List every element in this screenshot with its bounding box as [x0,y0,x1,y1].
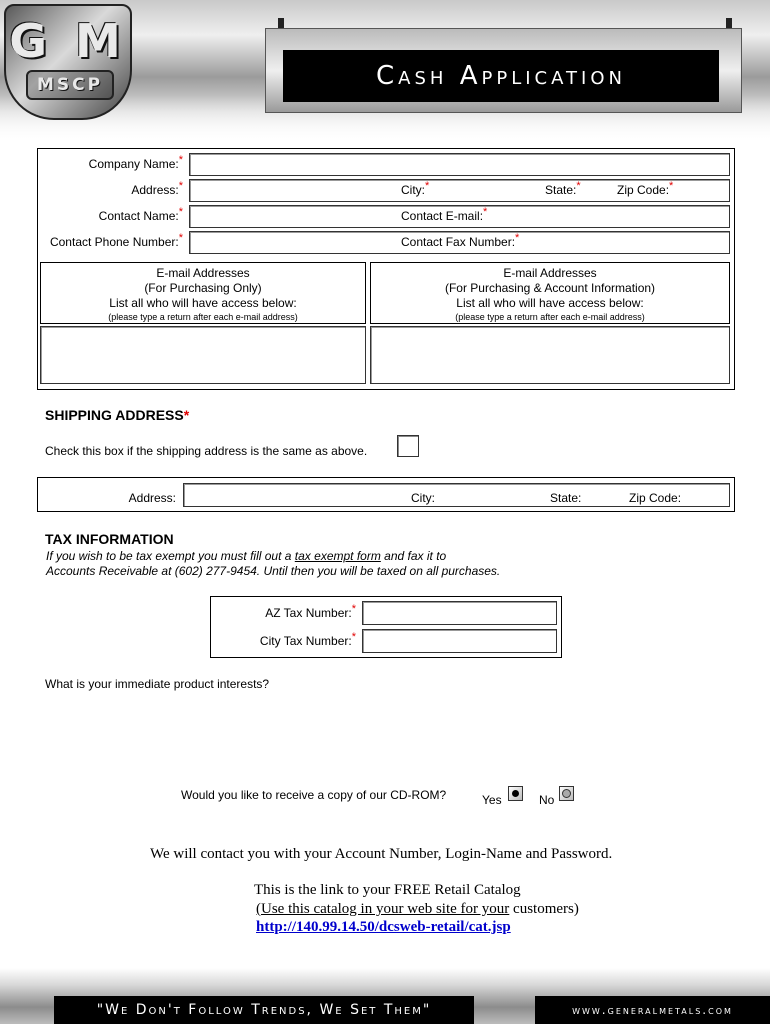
az-tax-number-label: AZ Tax Number:* [265,603,356,620]
cdrom-yes-radio[interactable] [508,786,523,801]
cdrom-no-radio[interactable] [559,786,574,801]
catalog-usage-note: (Use this catalog in your web site for your customers) [256,901,579,917]
email-list-title: E-mail Addresses [156,266,250,280]
email-list-purchasing-textarea[interactable] [40,326,366,384]
company-name-label: Company Name:* [88,154,183,171]
email-list-note: (please type a return after each e-mail address) [455,312,645,322]
company-name-input[interactable] [189,153,730,176]
address-label: Address:* [131,180,183,197]
shipping-address-label: Address: [128,491,176,505]
contact-name-label: Contact Name:* [98,206,183,223]
shipping-state-label: State: [550,491,582,505]
tax-instructions-line2: Accounts Receivable at (602) 277-9454. Until then you will be taxed on all purchases. [46,564,501,578]
email-list-account-header [370,262,730,324]
tax-instructions-line1: If you wish to be tax exempt you must fill out a tax exempt form and fax it to [46,549,447,563]
title-banner [283,50,719,102]
footer-slogan: "We Don't Follow Trends, We Set Them" [96,1002,432,1018]
cdrom-question: Would you like to receive a copy of our CD-ROM? [181,788,447,802]
company-logo [4,4,132,120]
page-title: Cash Application [376,61,626,91]
cdrom-yes-label: Yes [482,793,502,807]
email-list-subtitle: (For Purchasing Only) [144,281,262,295]
contact-fax-label: Contact Fax Number:* [401,232,520,249]
same-address-checkbox[interactable] [397,435,419,457]
zip-code-label: Zip Code:* [617,180,674,197]
shipping-city-label: City: [411,491,435,505]
catalog-url-link[interactable]: http://140.99.14.50/dcsweb-retail/cat.jsp [256,919,511,935]
tax-section-title: TAX INFORMATION [45,531,174,547]
footer-slogan-banner [54,996,474,1024]
email-list-instruction: List all who will have access below: [456,296,644,310]
product-interests-question: What is your immediate product interests? [45,677,270,691]
email-list-account-textarea[interactable] [370,326,730,384]
email-list-note: (please type a return after each e-mail address) [108,312,298,322]
shipping-zip-label: Zip Code: [629,491,682,505]
same-address-label: Check this box if the shipping address is the same as above. [45,444,368,458]
contact-notice: We will contact you with your Account Number, Login-Name and Password. [150,846,613,862]
email-list-subtitle: (For Purchasing & Account Information) [444,281,656,295]
city-tax-number-label: City Tax Number:* [259,631,356,648]
footer-website[interactable]: www.generalmetals.com [572,1003,733,1017]
catalog-link-intro: This is the link to your FREE Retail Catalog [254,882,521,898]
shipping-section-title: SHIPPING ADDRESS* [45,407,190,423]
selected-dot-icon [512,790,519,797]
email-list-instruction: List all who will have access below: [109,296,297,310]
city-label: City:* [401,180,430,197]
tax-exempt-form-link[interactable]: tax exempt form [294,549,381,563]
logo-subtext: MSCP [26,70,114,100]
email-list-title: E-mail Addresses [503,266,597,280]
logo-letters: G M [9,14,127,68]
az-tax-number-input[interactable] [362,601,557,625]
cdrom-no-label: No [539,793,555,807]
email-list-purchasing-header [40,262,366,324]
state-label: State:* [545,180,581,197]
contact-email-label: Contact E-mail:* [401,206,488,223]
product-interests-input[interactable] [45,694,728,774]
footer-website-banner [535,996,770,1024]
city-tax-number-input[interactable] [362,629,557,653]
contact-phone-label: Contact Phone Number:* [49,232,183,249]
unselected-ring-icon [562,789,571,798]
